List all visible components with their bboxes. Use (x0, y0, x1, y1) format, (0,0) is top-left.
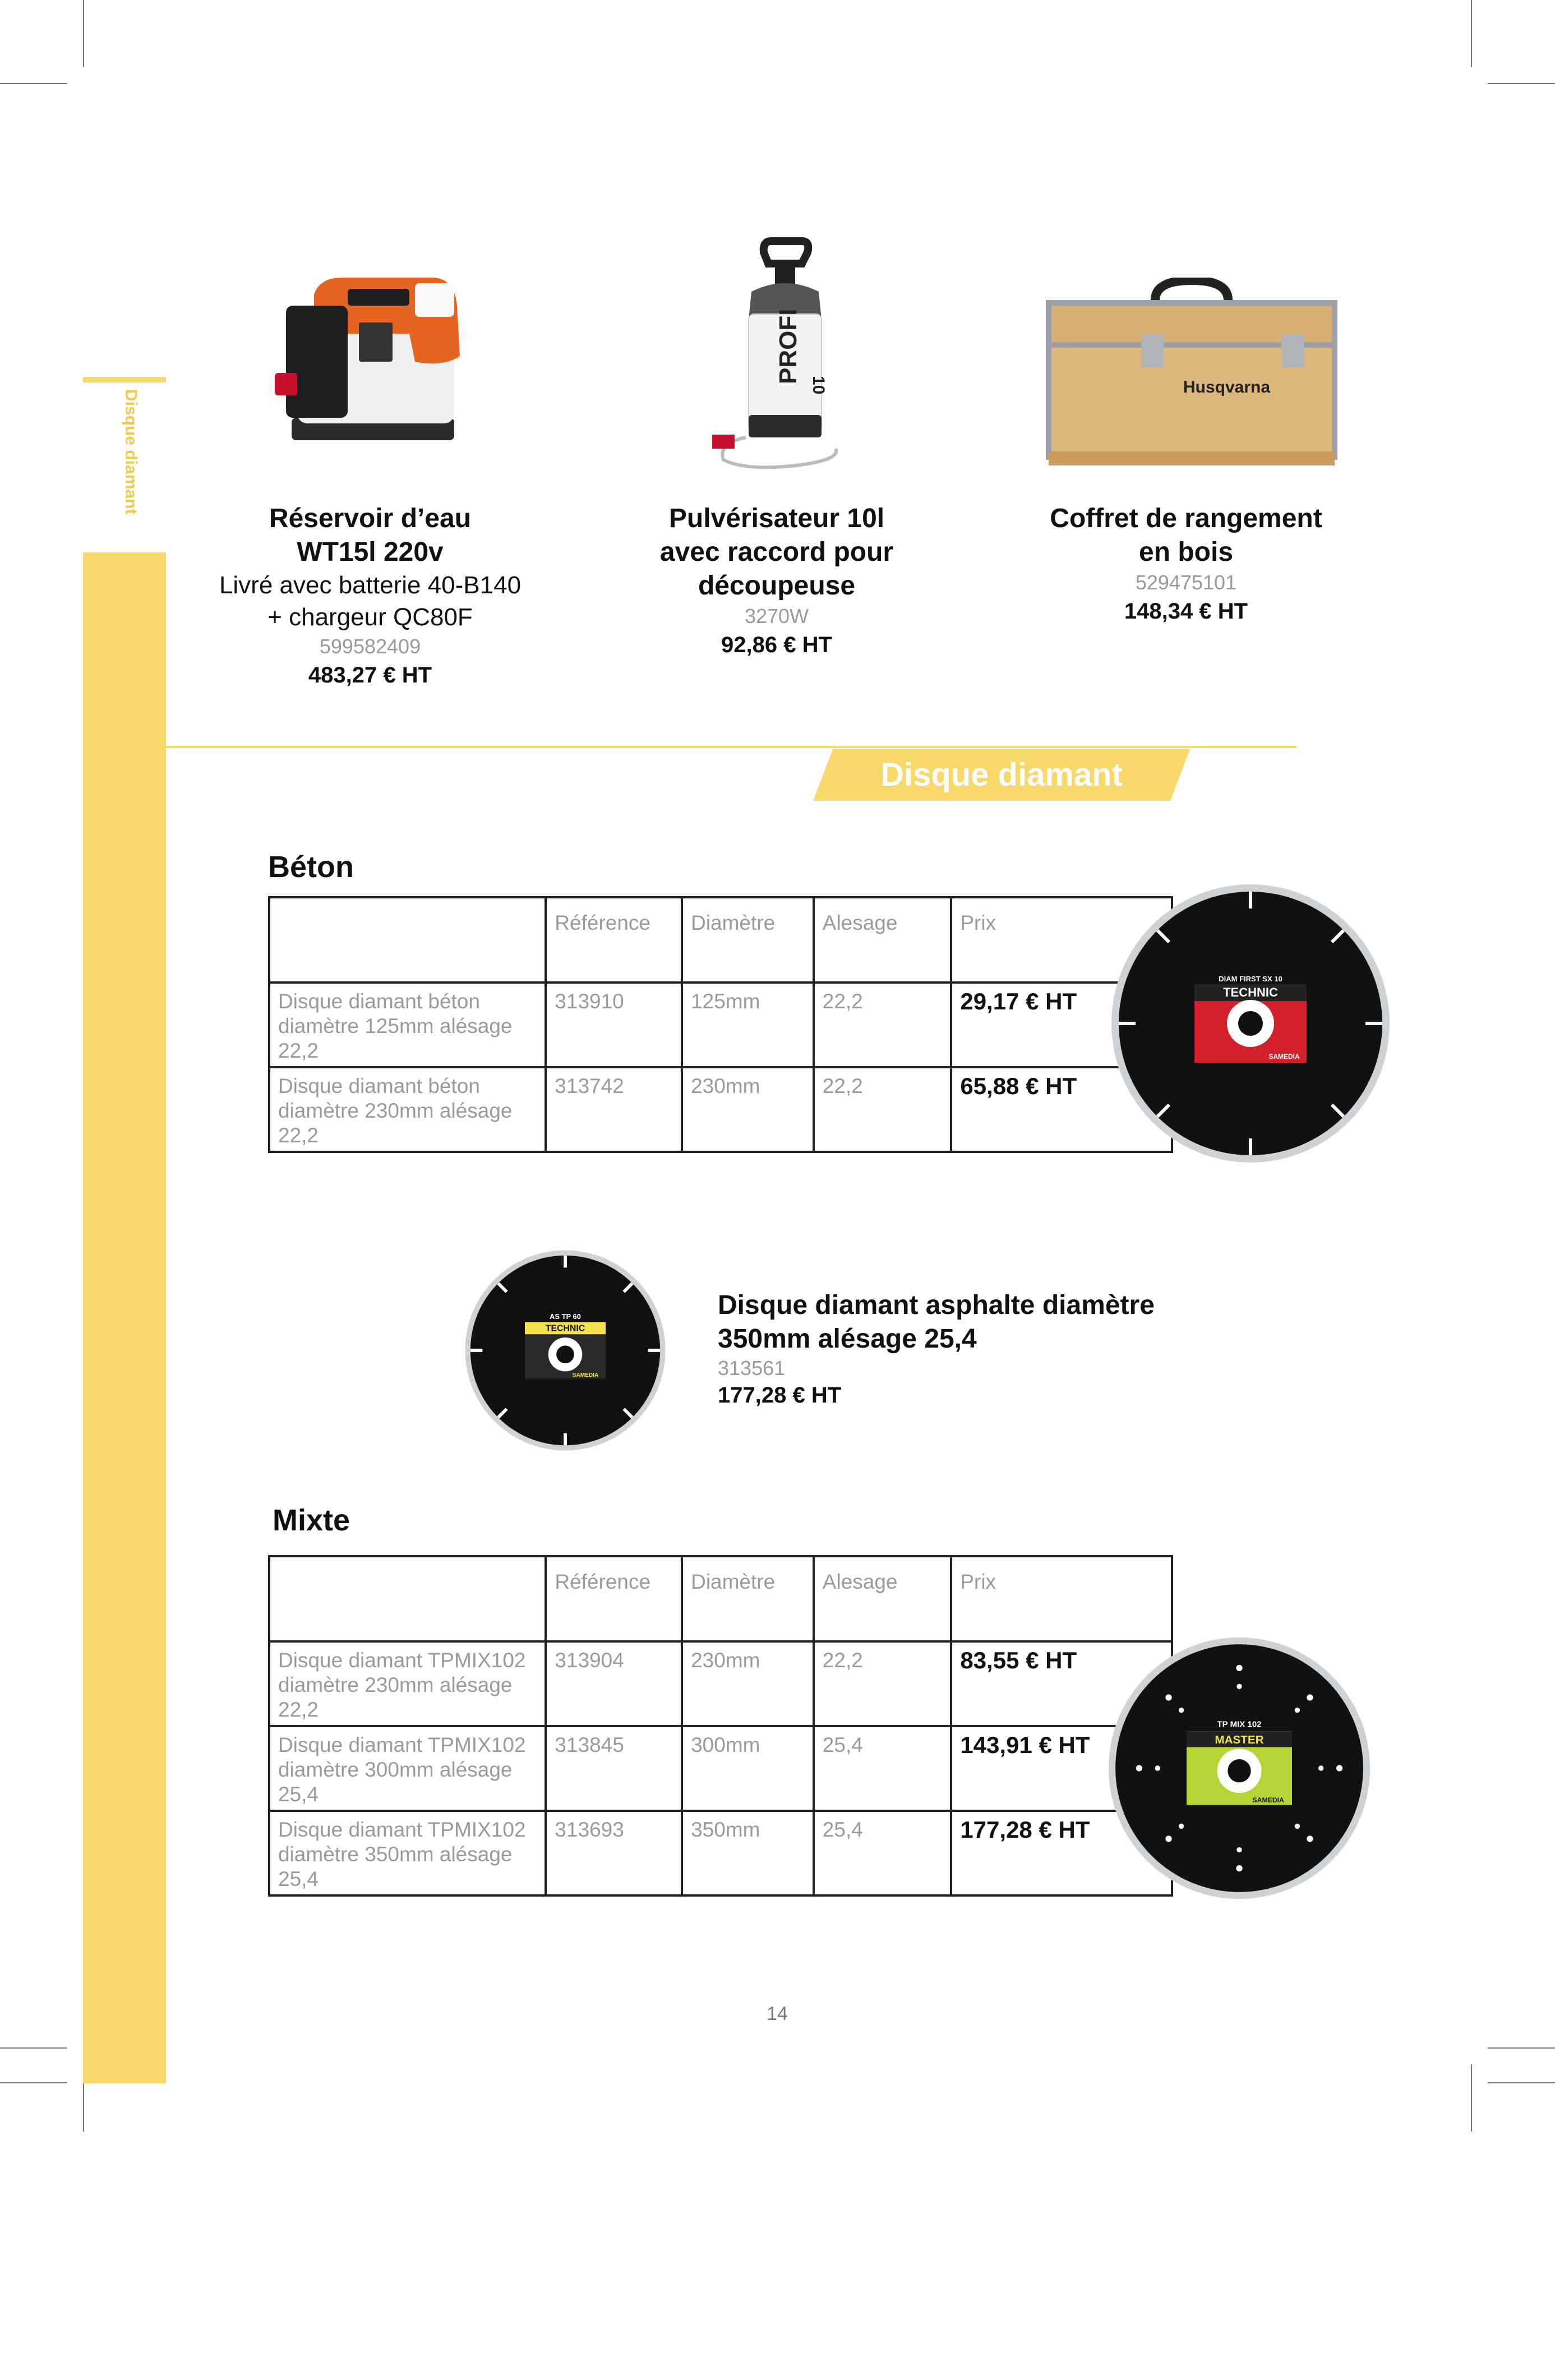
table-header: Prix (951, 1556, 1172, 1641)
product-name: en bois (1138, 537, 1234, 567)
product-price: 92,86 € HT (721, 633, 832, 657)
product-card (608, 502, 945, 661)
crop-mark (83, 0, 84, 67)
table-row (269, 1811, 1172, 1895)
product-reference: 3270W (744, 605, 809, 628)
row-name: Disque diamant TPMIX102 diamètre 300mm alésage 25,4 (269, 1726, 546, 1811)
table-header: Alesage (814, 897, 952, 983)
crop-mark (1471, 2064, 1472, 2132)
side-band-marker (83, 377, 166, 382)
sprayer-image (712, 230, 858, 477)
row-name: Disque diamant TPMIX102 diamètre 350mm alésage 25,4 (269, 1811, 546, 1895)
sprayer-label: PROFI (774, 308, 802, 384)
row-diameter: 230mm (682, 1641, 814, 1726)
row-diameter: 300mm (682, 1726, 814, 1811)
crop-mark (1488, 2047, 1555, 2049)
beton-heading: Béton (268, 850, 354, 884)
water-tank-image (275, 255, 477, 457)
table-header: Diamètre (682, 1556, 814, 1641)
mixte-table (268, 1555, 1173, 1897)
disc-top-text: DIAM FIRST SX 10 (1219, 975, 1282, 983)
asphalte-reference: 313561 (718, 1357, 786, 1380)
row-price: 143,91 € HT (951, 1726, 1172, 1811)
row-alesage: 22,2 (814, 1067, 952, 1152)
row-price: 65,88 € HT (951, 1067, 1172, 1152)
side-title: Accessoires et consommables matériels (168, 1364, 225, 2380)
product-description: Livré avec batterie 40-B140 (219, 571, 522, 599)
table-row (269, 1726, 1172, 1811)
row-alesage: 25,4 (814, 1726, 952, 1811)
asphalte-product (718, 1289, 1279, 1410)
product-description: + chargeur QC80F (267, 603, 473, 631)
row-ref: 313904 (546, 1641, 682, 1726)
asphalte-disc-image (464, 1249, 666, 1451)
crop-mark (0, 83, 67, 84)
product-name: avec raccord pour (659, 537, 894, 567)
table-row (269, 1641, 1172, 1726)
beton-table (268, 896, 1173, 1153)
product-name: Pulvérisateur 10l (668, 504, 885, 533)
disc-label: MASTER (1215, 1733, 1264, 1746)
table-header-row (269, 1556, 1172, 1641)
crop-mark (1471, 0, 1472, 67)
disc-top-text: AS TP 60 (550, 1312, 581, 1321)
row-ref: 313742 (546, 1067, 682, 1152)
row-ref: 313693 (546, 1811, 682, 1895)
disc-top-text: TP MIX 102 (1217, 1719, 1262, 1729)
table-header-row (269, 897, 1172, 983)
table-header: Alesage (814, 1556, 952, 1641)
table-row (269, 1067, 1172, 1152)
side-band (83, 552, 225, 2380)
product-name: WT15l 220v (297, 537, 444, 567)
row-alesage: 22,2 (814, 983, 952, 1067)
sprayer-size: 10 (809, 376, 828, 395)
row-name: Disque diamant béton diamètre 125mm alésage 22,2 (269, 983, 546, 1067)
product-price: 483,27 € HT (308, 663, 432, 688)
asphalte-name: 350mm alésage 25,4 (718, 1324, 977, 1354)
row-ref: 313845 (546, 1726, 682, 1811)
asphalte-price: 177,28 € HT (718, 1383, 842, 1408)
mixte-heading: Mixte (273, 1503, 350, 1537)
disc-brand: SAMEDIA (1252, 1796, 1284, 1805)
product-card (174, 502, 566, 691)
table-header: Référence (546, 1556, 682, 1641)
crop-mark (1488, 83, 1555, 84)
product-reference: 529475101 (1135, 571, 1237, 594)
product-price: 148,34 € HT (1124, 599, 1248, 624)
table-header (269, 897, 546, 983)
crop-mark (1488, 2082, 1555, 2083)
side-tab (83, 382, 166, 552)
product-name: Coffret de rangement (1050, 504, 1322, 533)
row-diameter: 350mm (682, 1811, 814, 1895)
side-tab-label: Disque diamant (122, 389, 140, 515)
product-name: découpeuse (698, 571, 856, 601)
row-price: 29,17 € HT (951, 983, 1172, 1067)
row-diameter: 230mm (682, 1067, 814, 1152)
disc-label: TECHNIC (1223, 985, 1278, 999)
crop-mark (0, 2047, 67, 2049)
disc-brand: SAMEDIA (572, 1372, 599, 1378)
product-card (995, 502, 1377, 627)
disc-label: TECHNIC (545, 1323, 585, 1334)
mixte-disc-image (1108, 1636, 1371, 1900)
product-reference: 599582409 (319, 635, 421, 658)
box-brand: Husqvarna (1183, 378, 1271, 396)
table-header (269, 1556, 546, 1641)
table-header: Diamètre (682, 897, 814, 983)
table-row (269, 983, 1172, 1067)
section-title: Disque diamant (880, 757, 1123, 793)
section-badge (813, 749, 1190, 801)
row-price: 83,55 € HT (951, 1641, 1172, 1726)
row-name: Disque diamant TPMIX102 diamètre 230mm alésage 22,2 (269, 1641, 546, 1726)
row-alesage: 22,2 (814, 1641, 952, 1726)
row-price: 177,28 € HT (951, 1811, 1172, 1895)
table-header: Référence (546, 897, 682, 983)
wooden-box-image (1043, 278, 1340, 474)
asphalte-name: Disque diamant asphalte diamètre (718, 1290, 1155, 1320)
row-name: Disque diamant béton diamètre 230mm alésage 22,2 (269, 1067, 546, 1152)
section-divider (166, 746, 1296, 748)
crop-mark (0, 2082, 67, 2083)
beton-disc-image (1110, 883, 1391, 1164)
disc-brand: SAMEDIA (1268, 1053, 1300, 1060)
row-ref: 313910 (546, 983, 682, 1067)
page-number: 14 (767, 2003, 788, 2024)
row-diameter: 125mm (682, 983, 814, 1067)
product-name: Réservoir d’eau (269, 504, 472, 533)
row-alesage: 25,4 (814, 1811, 952, 1895)
table-header: Prix (951, 897, 1172, 983)
